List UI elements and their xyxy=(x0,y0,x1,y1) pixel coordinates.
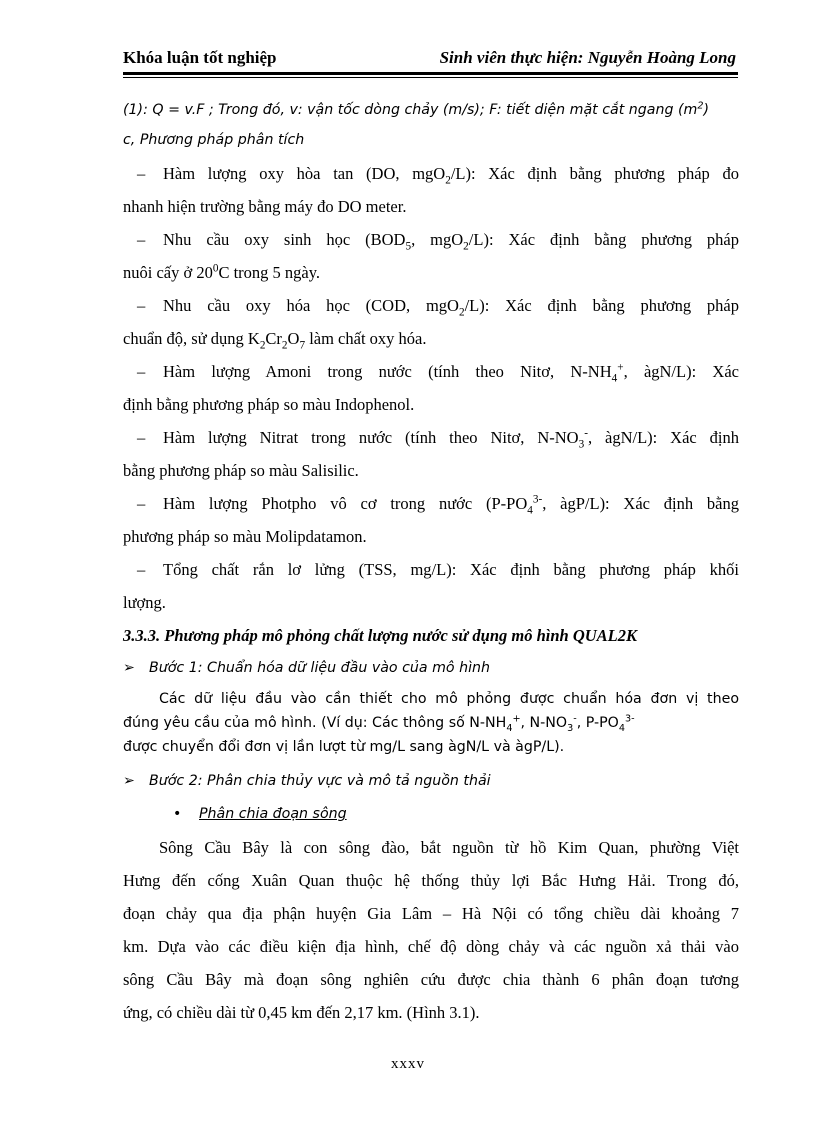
step-2-heading: ➢ Bước 2: Phân chia thủy vực và mô tả nguồn thải xyxy=(123,765,739,798)
analysis-item-amoni: – Hàm lượng Amoni trong nước (tính theo Nitơ, $N-NH_4^+$, àgN/L): Xác định bằng phương pháp so màu Indophenol. xyxy=(123,355,739,421)
dash-marker: – xyxy=(137,230,146,249)
dash-marker: – xyxy=(137,296,146,315)
page-number: xxxv xyxy=(391,1056,425,1072)
dash-marker: – xyxy=(137,560,146,579)
page-header xyxy=(123,48,738,74)
dash-marker: – xyxy=(137,362,146,381)
step-1-paragraph: Các dữ liệu đầu vào cần thiết cho mô phỏng được chuẩn hóa đơn vị theo đúng yêu cầu của mô hình. (Ví dụ: Các thông số $N-NH_4^+$, $N-NO_3^-$, $P-PO_4^{3-}$ được chuyển đổi đơn vị lần lượt từ mg/L sang àgN/L và àgP/L). xyxy=(123,691,739,755)
analysis-item-nitrat: – Hàm lượng Nitrat trong nước (tính theo Nitơ, $N-NO_3^-$, àgN/L): Xác định bằng phương pháp so màu Salisilic. xyxy=(123,421,739,487)
dash-marker: – xyxy=(137,494,146,513)
step-2-paragraph: Sông Cầu Bây là con sông đào, bắt nguồn từ hồ Kim Quan, phường Việt Hưng đến cống Xuân Quan thuộc hệ thống thủy lợi Bắc Hưng Hải. Trong đó, đoạn chảy qua địa phận huyện Gia Lâm – Hà Nội có tổng chiều dài khoảng 7 km. Dựa vào các điều kiện địa hình, chế độ dòng chảy và các nguồn xả thải vào sông Cầu Bây mà đoạn sông nghiên cứu được chia thành 6 phân đoạn tương ứng, có chiều dài từ 0,45 km đến 2,17 km. (Hình 3.1). xyxy=(123,838,739,1022)
bullet-dot-icon: • xyxy=(173,806,182,822)
arrow-bullet-icon: ➢ xyxy=(123,660,135,676)
formula-line: (1): Q = v.F ; Trong đó, v: vận tốc dòng chảy (m/s); F: tiết diện mặt cắt ngang $(m^2)$ xyxy=(123,100,710,118)
bullet-phan-chia-doan-song: • Phân chia đoạn sông xyxy=(123,798,739,831)
dash-marker: – xyxy=(137,164,146,183)
arrow-bullet-icon: ➢ xyxy=(123,773,135,789)
page-body xyxy=(123,94,739,1029)
analysis-item-do: – Hàm lượng oxy hòa tan (DO, mgO$_2$/L): Xác định bằng phương pháp đo nhanh hiện trường bằng máy đo DO meter. xyxy=(123,157,739,223)
subsection-c-heading: c, Phương pháp phân tích xyxy=(123,132,305,148)
header-rule-thin xyxy=(123,77,738,78)
section-heading-3-3-3: 3.3.3. Phương pháp mô phỏng chất lượng nước sử dụng mô hình QUAL2K xyxy=(123,626,638,645)
analysis-item-bod: – Nhu cầu oxy sinh học ($BOD_5$, mgO$_2$/L): Xác định bằng phương pháp nuôi cấy ở $20^0C$ trong 5 ngày. xyxy=(123,223,739,289)
analysis-item-cod: – Nhu cầu oxy hóa học (COD, mgO$_2$/L): Xác định bằng phương pháp chuẩn độ, sử dụng $K_2Cr_2O_7$ làm chất oxy hóa. xyxy=(123,289,739,355)
header-author: Sinh viên thực hiện: Nguyễn Hoàng Long xyxy=(439,48,736,67)
analysis-item-photpho: – Hàm lượng Photpho vô cơ trong nước ($P-PO_4^{3-}$, àgP/L): Xác định bằng phương pháp so màu Molipdatamon. xyxy=(123,487,739,553)
header-rule-thick xyxy=(123,72,738,75)
step-1-heading: ➢ Bước 1: Chuẩn hóa dữ liệu đầu vào của mô hình xyxy=(123,652,739,685)
analysis-item-tss: – Tổng chất rắn lơ lửng (TSS, mg/L): Xác định bằng phương pháp khối lượng. xyxy=(123,553,739,619)
dash-marker: – xyxy=(137,428,146,447)
header-left-title: Khóa luận tốt nghiệp xyxy=(123,48,277,67)
